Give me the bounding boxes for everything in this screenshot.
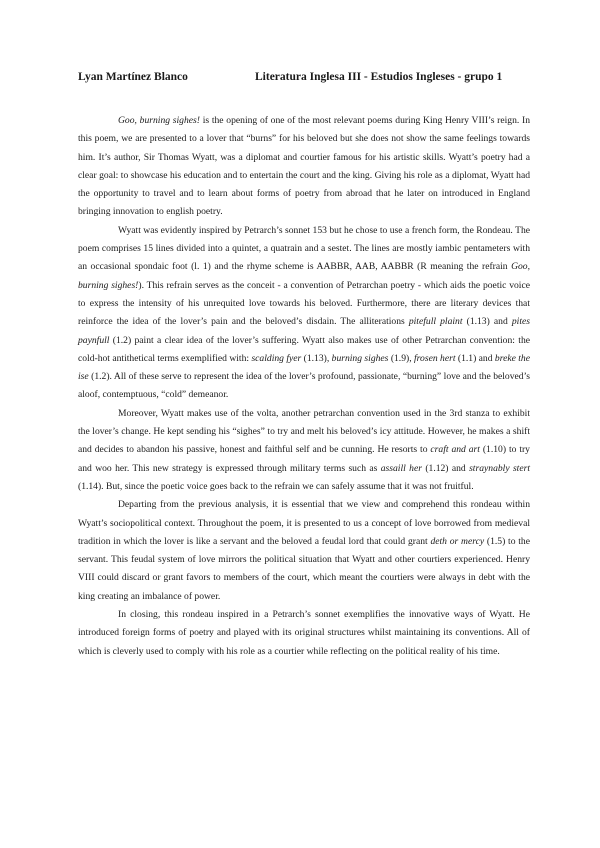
- italic-quote: assaill her: [380, 462, 422, 474]
- text-run: (1.2) paint a clear idea of the lover’s suffering. Wyatt also makes use of other Petrarchan convention: the cold-hot antithetical terms exemplified with:: [78, 334, 530, 364]
- text-run: (1.9),: [388, 352, 414, 364]
- paragraph-3: [78, 405, 530, 496]
- text-run: (1.2). All of these serve to represent the idea of the lover’s profound, passionate, “burning” love and the beloved’s aloof, contemptuous, “cold” demeanor.: [78, 371, 530, 401]
- text-run: ). This refrain serves as the conceit - a convention of Petrarchan poetry - which aids the poetic voice to express the intensity of his unrequited love towards his beloved. Furthermore, there are literary devices that reinforce the idea of the lover’s pain and the beloved’s disdain. The alliterations: [78, 279, 530, 328]
- italic-quote: scalding fyer: [251, 352, 302, 364]
- paragraph-4: [78, 496, 530, 606]
- italic-quote: Goo, burning sighes!: [118, 115, 200, 126]
- italic-quote: pites paynfull: [78, 316, 530, 346]
- text-run: (1.13) and: [462, 316, 512, 328]
- text-run: (1.12) and: [421, 462, 470, 474]
- paragraph-5: [78, 606, 530, 661]
- italic-quote: burning sighes: [331, 352, 389, 364]
- italic-quote: pitefull plaint: [408, 316, 463, 328]
- essay-body: [78, 112, 530, 661]
- text-run: (1.14). But, since the poetic voice goes back to the refrain we can safely assume that it was not fruitful.: [78, 480, 474, 492]
- text-run: (1.10) to try and woo her. This new strategy is expressed through military terms such as: [78, 444, 530, 474]
- paragraph-2: [78, 222, 530, 405]
- text-run: is the opening of one of the most relevant poems during King Henry VIII’s reign. In this poem, we are presented to a lover that “burns” for his beloved but she does not show the same feelings towards him. It’s author, Sir Thomas Wyatt, was a diplomat and courtier famous for his artistic skills. Wyatt’s poetry had a clear goal: to showcase his education and to entertain the court and the king. Giving his role as a diplomat, Wyatt had the opportunity to travel and to learn about forms of poetry from abroad that he later on introduced in England bringing innovation to english poetry.: [78, 115, 531, 218]
- text-run: (1.1) and: [455, 352, 495, 364]
- text-run: In closing, this rondeau inspired in a Petrarch’s sonnet exemplifies the innovative ways of Wyatt. He introduced foreign forms of poetry and played with its original structures whilst maintaining its conventions. All of which is cleverly used to comply with his role as a courtier while reflecting on the political reality of his time.: [78, 609, 530, 657]
- text-run: Departing from the previous analysis, it is essential that we view and comprehend this rondeau within Wyatt’s sociopolitical context. Throughout the poem, it is presented to us a concept of love borrowed from medieval tradition in which the lover is like a servant and the beloved a feudal lord that could grant: [78, 499, 530, 547]
- italic-quote: breke the ise: [78, 352, 530, 383]
- italic-quote: Goo, burning sighes!: [78, 261, 530, 291]
- text-run: Wyatt was evidently inspired by Petrarch’s sonnet 153 but he chose to use a french form, the Rondeau. The poem comprises 15 lines divided into a quintet, a quatrain and a sestet. The lines are mostly iambic pentameters with an occasional spondaic foot (l. 1) and the rhyme scheme is AABBR, AAB, AABBR (R meaning the refrain: [78, 224, 530, 273]
- italic-quote: deth or mercy: [430, 535, 485, 547]
- italic-quote: frosen hert: [414, 352, 456, 364]
- text-run: (1.13),: [301, 352, 332, 364]
- italic-quote: craft and art: [430, 444, 480, 456]
- text-run: (1.5) to the servant. This feudal system of love mirrors the political situation that Wyatt and other courtiers experienced. Henry VIII could discard or grant favors to members of the court, which meant the courtiers were always in debt with the king creating an imbalance of power.: [78, 535, 530, 602]
- text-run: Moreover, Wyatt makes use of the volta, another petrarchan convention used in the 3rd stanza to exhibit the lover’s change. He kept sending his “sighes” to try and melt his beloved’s icy attitude. However, he makes a shift and decides to abandon his passive, honest and faithful self and be cunning. He resorts to: [78, 407, 530, 456]
- italic-quote: straynably stert: [469, 462, 530, 474]
- course-title: Literatura Inglesa III - Estudios Ingleses - grupo 1: [255, 71, 503, 83]
- paragraph-1: [78, 112, 530, 222]
- author-name: Lyan Martínez Blanco: [78, 71, 188, 83]
